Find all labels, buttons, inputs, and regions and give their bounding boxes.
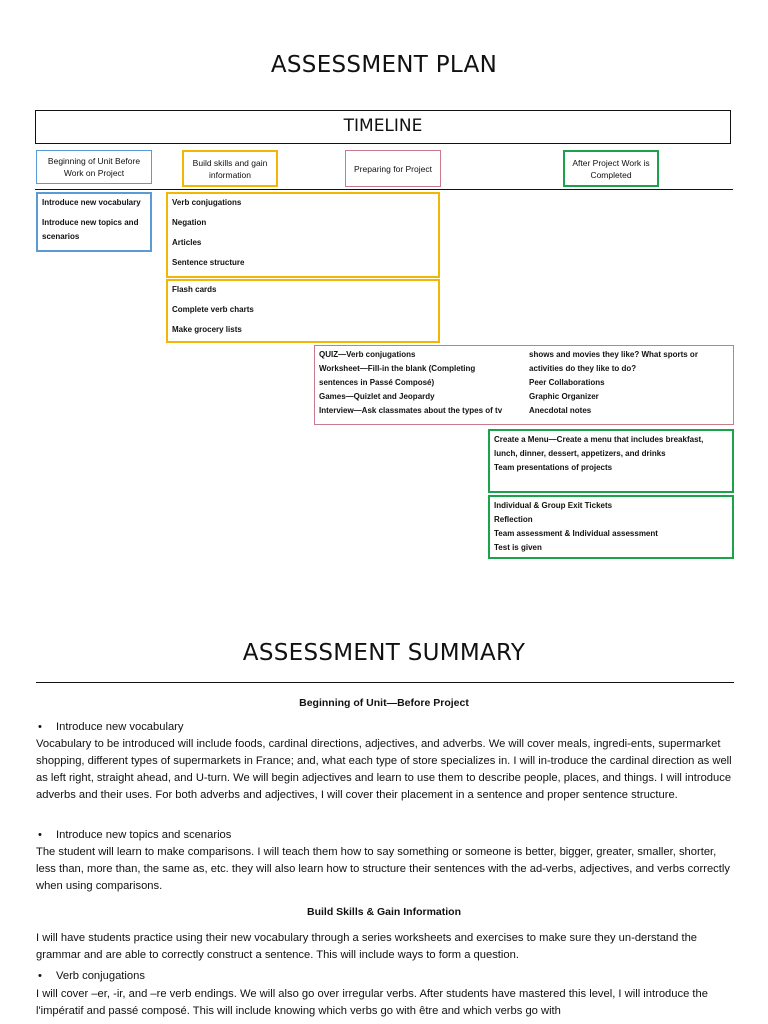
list-item: Flash cards [172,285,217,294]
preparing-column-1 [319,348,509,422]
list-item: Team presentations of projects [494,463,613,472]
list-item: Games—Quizlet and Jeopardy [319,392,435,401]
bullet-vocabulary: • Introduce new vocabulary [36,719,734,736]
section-title-beginning: Beginning of Unit—Before Project [299,697,469,709]
phase-build-skills: Build skills and gain information [182,150,278,187]
list-item: Interview—Ask classmates about the types of tv [319,406,503,415]
section-title-build-skills: Build Skills & Gain Information [306,906,461,918]
list-item: Introduce new topics and scenarios [42,218,139,241]
list-item: Sentence structure [172,258,245,267]
paragraph-build-skills: I will have students practice using their new vocabulary through a series worksheets and exercises to make sure they un-derstand the grammar and are able to correctly construct a sentence. This will include ways to form a question. [36,932,698,961]
list-item: Peer Collaborations [529,378,605,387]
after-box [488,495,734,559]
list-item: Verb conjugations [172,198,242,207]
timeline-divider [35,189,733,190]
list-item: Complete verb charts [172,305,254,314]
bullet-verb-conjugations: • Verb conjugations [36,968,734,985]
list-item: Test is given [494,543,542,552]
list-item: Make grocery lists [172,325,242,334]
project-box [488,429,734,493]
list-item: Reflection [494,515,533,524]
list-item: Create a Menu—Create a menu that includes breakfast, lunch, dinner, dessert, appetizers, and drinks [494,435,704,458]
timeline-header: TIMELINE [35,110,731,144]
plan-title: ASSESSMENT PLAN [270,52,498,78]
list-item: QUIZ—Verb conjugations [319,350,416,359]
summary-divider [36,682,734,683]
list-item: Articles [172,238,202,247]
list-item: Introduce new vocabulary [42,198,141,207]
skills-box [166,192,440,278]
list-item: Negation [172,218,207,227]
paragraph-topics: The student will learn to make comparisons. I will teach them how to say something or someone is better, bigger, greater, smaller, shorter, less than, more than, the same as, etc. they will also learn how to structure their sentences with the ad-verbs, adjectives, and verbs correctly when using comparisons. [36,846,730,892]
preparing-box [314,345,734,425]
phase-preparing: Preparing for Project [345,150,441,187]
list-item: Anecdotal notes [529,406,592,415]
phase-beginning: Beginning of Unit Before Work on Project [36,150,152,184]
practice-box [166,279,440,343]
bullet-topics: • Introduce new topics and scenarios [36,827,734,844]
beginning-box [36,192,152,252]
list-item: Graphic Organizer [529,392,599,401]
list-item: Worksheet—Fill-in the blank (Completing sentences in Passé Composé) [319,364,476,387]
summary-title: ASSESSMENT SUMMARY [242,640,526,666]
preparing-column-2 [529,348,719,422]
paragraph-verb-conjugations: I will cover –er, -ir, and –re verb endings. We will also go over irregular verbs. After students have mastered this level, I will introduce the l'impératif and passé composé. This will include knowing which verbs go with être and which verbs go with [36,988,708,1017]
paragraph-vocabulary: Vocabulary to be introduced will include foods, cardinal directions, adjectives, and adverbs. We will cover meals, ingredi-ents, supermarket shopping, different types of supermarkets in France; and, what each type of store specializes in. I will in-troduce the cardinal direction as well as left right, straight ahead, and U-turn. We will begin adjectives and learn to use them to describe people, places, and things. I will introduce adverbs and their uses. For both adverbs and adjectives, I will cover their placement in a sentence and proper sentence structure. [36,738,732,801]
list-item: shows and movies they like? What sports or activities do they like to do? [529,350,698,373]
list-item: Individual & Group Exit Tickets [494,501,613,510]
list-item: Team assessment & Individual assessment [494,529,658,538]
phase-after: After Project Work is Completed [563,150,659,187]
